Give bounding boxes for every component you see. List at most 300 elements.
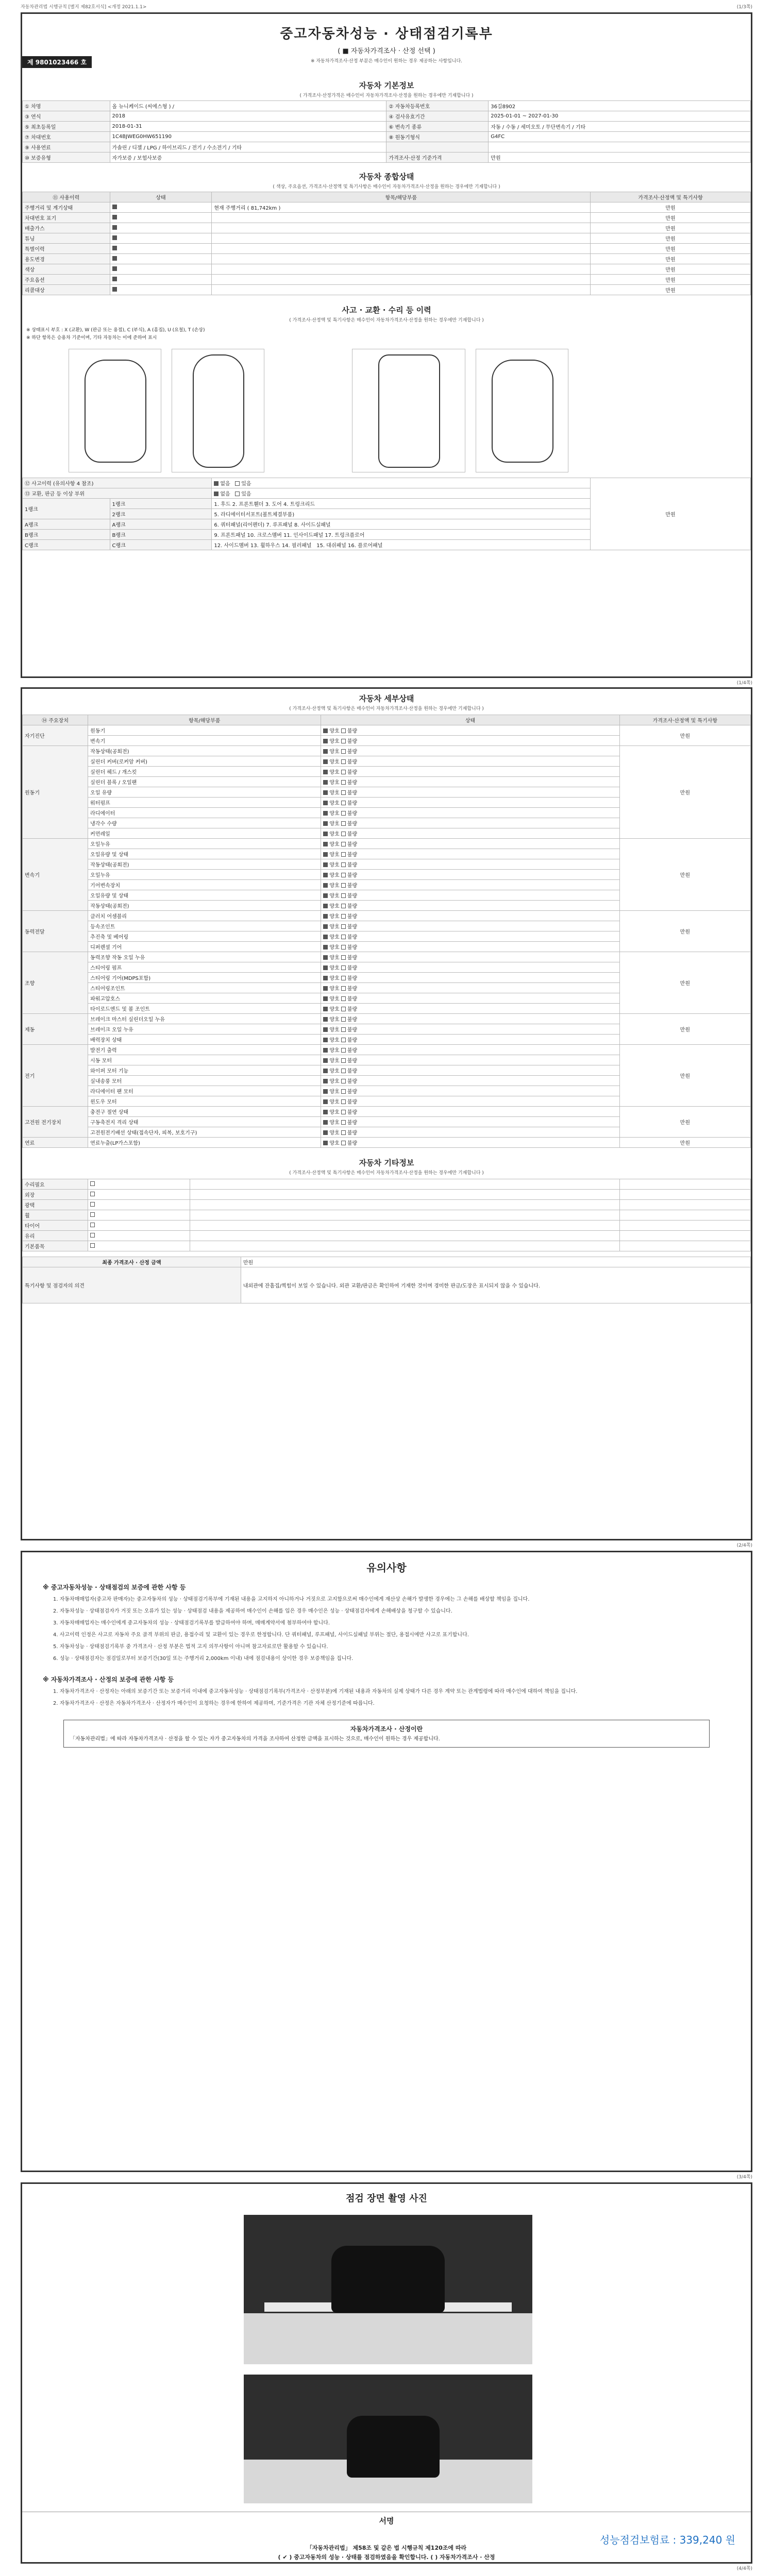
basic-cell: 자가보증 / 보험사보증	[110, 152, 386, 163]
detail-row	[23, 839, 751, 849]
status-bad-label: 불량	[347, 873, 358, 878]
status-ok-label: 양호	[329, 1089, 340, 1095]
status-ok-box[interactable]	[323, 842, 328, 846]
form-header-left: 자동차관리법 시행규칙 [별지 제82호서식] <개정 2021.1.1>	[21, 5, 147, 10]
other-detail	[190, 1210, 619, 1221]
other-unit	[619, 1210, 750, 1221]
summary-item	[212, 264, 591, 275]
status-bad-label: 불량	[347, 1079, 358, 1084]
status-box[interactable]	[112, 225, 117, 230]
summary-status[interactable]	[110, 213, 212, 223]
status-bad-box[interactable]	[341, 811, 346, 816]
status-ok-box[interactable]	[323, 996, 328, 1001]
repair-yes-label: 있음	[241, 492, 251, 497]
photos-title: 점검 장면 촬영 사진	[346, 2193, 427, 2204]
summary-h2: 상태	[110, 192, 212, 202]
status-bad-label: 불량	[347, 1048, 358, 1054]
detail-unit: 만원	[619, 725, 750, 746]
status-bad-box[interactable]	[341, 976, 346, 980]
other-box[interactable]	[90, 1212, 95, 1217]
status-bad-label: 불량	[347, 862, 358, 868]
status-ok-box[interactable]	[323, 1120, 328, 1125]
status-bad-box[interactable]	[341, 873, 346, 877]
basic-cell: ④ 검사유효기간	[386, 111, 489, 122]
status-bad-box[interactable]	[341, 945, 346, 950]
detail-row	[23, 1045, 751, 1055]
summary-row	[23, 244, 751, 254]
accident-none-label: 없음	[220, 481, 230, 487]
detail-status	[321, 767, 619, 777]
summary-status[interactable]	[110, 244, 212, 254]
detail-row	[23, 952, 751, 962]
other-detail	[190, 1179, 619, 1190]
detail-status	[321, 973, 619, 983]
rank-b-label: B랭크	[23, 530, 110, 540]
page-mark-1: (1/4쪽)	[736, 681, 752, 686]
notice-box	[63, 1720, 710, 1748]
status-ok-box[interactable]	[323, 883, 328, 888]
status-ok-box[interactable]	[323, 801, 328, 805]
total-table	[22, 1257, 751, 1303]
page-3	[21, 1551, 752, 2172]
status-bad-box[interactable]	[341, 924, 346, 929]
summary-table	[22, 192, 751, 295]
status-ok-box[interactable]	[323, 739, 328, 743]
status-ok-box[interactable]	[323, 945, 328, 950]
detail-status	[321, 911, 619, 921]
status-ok-label: 양호	[329, 1141, 340, 1146]
page-2	[21, 687, 752, 1540]
detail-item: 구동축전지 격리 상태	[88, 1117, 321, 1127]
summary-h3: 항목/해당부품	[212, 192, 591, 202]
doc-number: 제 9801023466 호	[22, 56, 92, 68]
status-bad-box[interactable]	[341, 852, 346, 857]
status-ok-label: 양호	[329, 883, 340, 889]
basic-cell: ⑥ 변속기 종류	[386, 122, 489, 132]
basic-cell: ② 자동차등록번호	[386, 101, 489, 111]
page-4	[21, 2182, 752, 2564]
status-ok-label: 양호	[329, 976, 340, 981]
summary-status[interactable]	[110, 202, 212, 213]
detail-item: 배력장치 상태	[88, 1035, 321, 1045]
detail-item: 실린더 커버(로커암 커버)	[88, 756, 321, 767]
detail-item: 실린더 헤드 / 개스킷	[88, 767, 321, 777]
status-ok-box[interactable]	[323, 986, 328, 991]
status-ok-box[interactable]	[323, 914, 328, 919]
sign-law: 「자동차관리법」 제58조 및 같은 법 시행규칙 제120조에 따라	[306, 2545, 467, 2551]
detail-row	[23, 1107, 751, 1117]
status-ok-box[interactable]	[323, 728, 328, 733]
car-diagram-top	[172, 349, 264, 472]
car-diagram-rear	[476, 349, 568, 472]
other-status	[88, 1241, 190, 1251]
other-unit	[619, 1190, 750, 1200]
detail-row	[23, 911, 751, 921]
notice-title: 유의사항	[366, 1562, 407, 1574]
notice-paragraph: 2. 자동차성능 · 상태점검자가 거짓 또는 오류가 있는 성능 · 상태점검 내용을 제공하여 매수인이 손해를 입은 경우 매수인은 성능 · 상태점검자에게 손해배상을 청구할 수 있습니다.	[53, 1608, 452, 1614]
page-1	[21, 12, 752, 678]
status-bad-box[interactable]	[341, 1007, 346, 1011]
status-bad-box[interactable]	[341, 1038, 346, 1042]
status-bad-box[interactable]	[341, 780, 346, 785]
notice-paragraph: 4. 사고이력 인정은 사고로 자동차 주요 골격 부위의 판금, 용접수리 및 교환이 있는 경우로 한정합니다. 단 쿼터패널, 루프패널, 사이드실패널 부위는 절단, 용접시에만 사고로 표기합니다.	[53, 1632, 469, 1638]
summary-status[interactable]	[110, 264, 212, 275]
notice-paragraph: 2. 자동차가격조사 · 산정은 자동차가격조사 · 산정자가 매수인이 요청하는 경우에 한하여 제공하며, 기준가격은 기관 자체 산정기준에 따릅니다.	[53, 1701, 375, 1706]
status-bad-box[interactable]	[341, 883, 346, 888]
status-ok-box[interactable]	[323, 1027, 328, 1032]
accident-unit: 만원	[591, 478, 751, 550]
status-bad-box[interactable]	[341, 1110, 346, 1114]
notice-list-2	[22, 1688, 751, 1707]
detail-status	[321, 1138, 619, 1148]
status-bad-box[interactable]	[341, 996, 346, 1001]
detail-row	[23, 1014, 751, 1024]
status-ok-box[interactable]	[323, 832, 328, 836]
detail-row	[23, 725, 751, 736]
detail-item: 오일 유량	[88, 787, 321, 798]
status-bad-label: 불량	[347, 1058, 358, 1064]
detail-item: 파워고압호스	[88, 993, 321, 1004]
status-ok-label: 양호	[329, 1027, 340, 1033]
status-bad-box[interactable]	[341, 914, 346, 919]
page-mark-4: (4/4쪽)	[736, 2566, 752, 2571]
basic-cell	[489, 142, 751, 152]
basic-cell: G4FC	[489, 132, 751, 142]
detail-status	[321, 921, 619, 931]
status-ok-box[interactable]	[323, 893, 328, 898]
detail-status	[321, 1004, 619, 1014]
status-bad-box[interactable]	[341, 790, 346, 795]
detail-item: 워터펌프	[88, 798, 321, 808]
other-box[interactable]	[90, 1243, 95, 1248]
status-ok-label: 양호	[329, 996, 340, 1002]
summary-unit: 만원	[591, 223, 751, 233]
other-row	[23, 1221, 751, 1231]
summary-row-label: 주행거리 및 계기상태	[23, 202, 110, 213]
status-bad-box[interactable]	[341, 986, 346, 991]
detail-item: 변속기	[88, 736, 321, 746]
detail-status	[321, 808, 619, 818]
status-ok-box[interactable]	[323, 780, 328, 785]
status-ok-box[interactable]	[323, 811, 328, 816]
summary-row	[23, 202, 751, 213]
repair-yes-box[interactable]	[235, 492, 240, 496]
status-ok-box[interactable]	[323, 749, 328, 754]
mileage-value: 81,742km	[250, 206, 277, 211]
status-ok-box[interactable]	[323, 1007, 328, 1011]
detail-status	[321, 1086, 619, 1096]
status-ok-label: 양호	[329, 739, 340, 744]
status-bad-label: 불량	[347, 1141, 358, 1146]
status-bad-box[interactable]	[341, 1069, 346, 1073]
status-ok-label: 양호	[329, 852, 340, 858]
other-box[interactable]	[90, 1233, 95, 1238]
status-bad-box[interactable]	[341, 1141, 346, 1145]
detail-status	[321, 756, 619, 767]
detail-item: 원동기	[88, 725, 321, 736]
car-top-outline	[193, 354, 244, 468]
status-ok-box[interactable]	[323, 935, 328, 939]
detail-status	[321, 787, 619, 798]
other-box[interactable]	[90, 1202, 95, 1207]
parts-1: 1. 후드 2. 프론트휀더 3. 도어 4. 트렁크리드	[212, 499, 591, 509]
status-bad-box[interactable]	[341, 1027, 346, 1032]
summary-status[interactable]	[110, 233, 212, 244]
summary-row	[23, 233, 751, 244]
status-bad-label: 불량	[347, 965, 358, 971]
other-box[interactable]	[90, 1223, 95, 1227]
status-ok-label: 양호	[329, 1007, 340, 1012]
status-bad-box[interactable]	[341, 821, 346, 826]
status-bad-label: 불량	[347, 904, 358, 909]
status-ok-box[interactable]	[323, 924, 328, 929]
detail-item: 시동 모터	[88, 1055, 321, 1065]
summary-status[interactable]	[110, 223, 212, 233]
status-bad-box[interactable]	[341, 1048, 346, 1053]
car-frame-outline	[378, 354, 440, 468]
detail-sub: ( 가격조사·산정액 및 특기사항은 매수인이 자동차가격조사·산정을 원하는 경우에만 기재합니다 )	[289, 706, 484, 711]
status-ok-box[interactable]	[323, 759, 328, 764]
status-ok-box[interactable]	[323, 955, 328, 960]
status-ok-box[interactable]	[323, 852, 328, 857]
status-bad-box[interactable]	[341, 739, 346, 743]
other-box[interactable]	[90, 1192, 95, 1196]
status-bad-label: 불량	[347, 832, 358, 837]
status-bad-label: 불량	[347, 728, 358, 734]
other-row	[23, 1210, 751, 1221]
detail-status	[321, 993, 619, 1004]
photo-car	[331, 2246, 445, 2313]
status-ok-box[interactable]	[323, 1048, 328, 1053]
summary-status[interactable]	[110, 275, 212, 285]
status-box[interactable]	[112, 277, 117, 281]
summary-status[interactable]	[110, 285, 212, 295]
status-bad-box[interactable]	[341, 1130, 346, 1135]
doc-header	[22, 14, 751, 76]
status-bad-box[interactable]	[341, 1099, 346, 1104]
status-bad-label: 불량	[347, 883, 358, 889]
status-ok-box[interactable]	[323, 965, 328, 970]
status-ok-box[interactable]	[323, 821, 328, 826]
status-ok-label: 양호	[329, 986, 340, 992]
accident-title: 사고 · 교환 · 수리 등 이력	[342, 306, 431, 315]
status-ok-label: 양호	[329, 832, 340, 837]
other-sub: ( 가격조사·산정액 및 특기사항은 매수인이 자동차가격조사·산정을 원하는 경우에만 기재합니다 )	[289, 1171, 484, 1176]
parts-3: 6. 쿼터패널(리어펜더) 7. 루프패널 8. 사이드실패널	[212, 519, 591, 530]
summary-sub: ( 색상, 주요옵션, 가격조사·산정액 및 특기사항은 매수인이 자동차가격조사·산정을 원하는 경우에만 기재합니다 )	[273, 184, 500, 190]
detail-group: 제동	[23, 1014, 88, 1045]
detail-item: 라디에이터	[88, 808, 321, 818]
detail-group: 조향	[23, 952, 88, 1014]
status-bad-box[interactable]	[341, 904, 346, 908]
accident-none-box[interactable]	[214, 481, 219, 486]
detail-item: 연료누출(LP가스포함)	[88, 1138, 321, 1148]
status-ok-box[interactable]	[323, 904, 328, 908]
status-ok-box[interactable]	[323, 1110, 328, 1114]
status-bad-label: 불량	[347, 1089, 358, 1095]
status-bad-box[interactable]	[341, 728, 346, 733]
summary-unit: 만원	[591, 244, 751, 254]
other-unit	[619, 1221, 750, 1231]
status-box[interactable]	[112, 266, 117, 271]
summary-item	[212, 244, 591, 254]
status-box[interactable]	[112, 235, 117, 240]
summary-row-label: 차대번호 표기	[23, 213, 110, 223]
basic-cell: 1C4BJWEG0HW651190	[110, 132, 386, 142]
detail-group: 전기	[23, 1045, 88, 1107]
summary-row	[23, 264, 751, 275]
status-ok-label: 양호	[329, 1048, 340, 1054]
status-bad-label: 불량	[347, 986, 358, 992]
status-bad-label: 불량	[347, 1099, 358, 1105]
status-bad-box[interactable]	[341, 749, 346, 754]
summary-row-label: 용도변경	[23, 254, 110, 264]
status-bad-box[interactable]	[341, 935, 346, 939]
status-bad-box[interactable]	[341, 801, 346, 805]
summary-unit: 만원	[591, 264, 751, 275]
summary-row	[23, 275, 751, 285]
notice-h1: ※ 중고자동차성능 · 상태점검의 보증에 관한 사항 등	[43, 1584, 186, 1591]
status-bad-box[interactable]	[341, 1079, 346, 1083]
accident-legend-2: ※ 하단 항목은 승용차 기준이며, 기타 자동차는 이에 준하여 표시	[26, 335, 157, 341]
summary-unit: 만원	[591, 275, 751, 285]
summary-item: 현재 주행거리 ( 81,742km )	[212, 202, 591, 213]
detail-status	[321, 725, 619, 736]
detail-item: 충전구 절연 상태	[88, 1107, 321, 1117]
accident-check	[212, 478, 591, 488]
status-bad-box[interactable]	[341, 893, 346, 898]
basic-cell: ③ 연식	[23, 111, 110, 122]
status-bad-box[interactable]	[341, 955, 346, 960]
detail-item: 발전기 출력	[88, 1045, 321, 1055]
status-box[interactable]	[112, 246, 117, 250]
status-ok-label: 양호	[329, 1120, 340, 1126]
detail-item: 작동상태(공회전)	[88, 859, 321, 870]
status-ok-box[interactable]	[323, 1038, 328, 1042]
detail-status	[321, 1045, 619, 1055]
detail-item: 실린더 블록 / 오일팬	[88, 777, 321, 787]
other-box[interactable]	[90, 1181, 95, 1186]
other-detail	[190, 1241, 619, 1251]
detail-status	[321, 1065, 619, 1076]
basic-cell: 자동 / 수동 / 세미오토 / 무단변속기 / 기타	[489, 122, 751, 132]
basic-cell: 2018	[110, 111, 386, 122]
status-box[interactable]	[112, 256, 117, 261]
status-bad-box[interactable]	[341, 1017, 346, 1022]
accident-yes-box[interactable]	[235, 481, 240, 486]
fee-value: 339,240 원	[679, 2534, 735, 2546]
other-unit	[619, 1200, 750, 1210]
status-bad-label: 불량	[347, 1017, 358, 1023]
status-ok-box[interactable]	[323, 873, 328, 877]
status-ok-box[interactable]	[323, 1089, 328, 1094]
status-ok-box[interactable]	[323, 976, 328, 980]
rank-1b-sub: 2랭크	[110, 509, 212, 519]
status-bad-label: 불량	[347, 739, 358, 744]
repair-none-box[interactable]	[214, 492, 219, 496]
status-bad-box[interactable]	[341, 770, 346, 774]
basic-row	[23, 152, 751, 163]
sign-block	[22, 2512, 751, 2563]
status-ok-box[interactable]	[323, 1141, 328, 1145]
detail-status	[321, 839, 619, 849]
basic-row	[23, 111, 751, 122]
status-ok-label: 양호	[329, 790, 340, 796]
detail-item: 작동상태(공회전)	[88, 901, 321, 911]
other-detail	[190, 1190, 619, 1200]
rank-1-label: 1랭크	[23, 499, 110, 519]
rank-a-sub: A랭크	[110, 519, 212, 530]
summary-item	[212, 275, 591, 285]
detail-item: 기어변속장치	[88, 880, 321, 890]
detail-status	[321, 962, 619, 973]
notice-list-1	[22, 1596, 751, 1663]
notice-paragraph: 1. 자동차가격조사 · 산정자는 아래의 보증기간 또는 보증거리 이내에 중고자동차성능 · 상태점검기록부(가격조사 · 산정부분)에 기재된 내용과 자동차의 실제 상태가 다른 경우 계약 또는 관계법령에 따라 매수인에 대하여 책임을 집니다.	[53, 1689, 578, 1694]
status-ok-box[interactable]	[323, 1058, 328, 1063]
notice-box-title: 자동차가격조사 · 산정이란	[350, 1725, 423, 1733]
status-bad-box[interactable]	[341, 1058, 346, 1063]
status-ok-box[interactable]	[323, 1079, 328, 1083]
status-ok-box[interactable]	[323, 862, 328, 867]
status-ok-box[interactable]	[323, 770, 328, 774]
status-bad-box[interactable]	[341, 1120, 346, 1125]
detail-group: 연료	[23, 1138, 88, 1148]
doc-title: 중고자동차성능 · 상태점검기록부	[280, 26, 493, 42]
summary-row-label: 튜닝	[23, 233, 110, 244]
status-ok-box[interactable]	[323, 1017, 328, 1022]
summary-row	[23, 254, 751, 264]
status-ok-box[interactable]	[323, 1130, 328, 1135]
status-box[interactable]	[112, 287, 117, 292]
total-label: 최종 가격조사 · 산정 금액	[23, 1257, 241, 1267]
status-ok-box[interactable]	[323, 1069, 328, 1073]
doc-subtitle: ( ■ 자동차가격조사 · 산정 선택 )	[338, 47, 435, 55]
other-label: 수리필요	[23, 1179, 88, 1190]
detail-unit: 만원	[619, 1107, 750, 1138]
summary-status[interactable]	[110, 254, 212, 264]
detail-status	[321, 890, 619, 901]
status-bad-box[interactable]	[341, 842, 346, 846]
detail-item: 추진축 및 베어링	[88, 931, 321, 942]
status-bad-label: 불량	[347, 1027, 358, 1033]
status-box[interactable]	[112, 215, 117, 219]
status-ok-label: 양호	[329, 873, 340, 878]
page-mark-2: (2/4쪽)	[736, 1543, 752, 1548]
summary-h4: 가격조사·산정액 및 특기사항	[591, 192, 751, 202]
rank-1-sub: 1랭크	[110, 499, 212, 509]
status-bad-box[interactable]	[341, 1089, 346, 1094]
detail-status	[321, 880, 619, 890]
status-ok-box[interactable]	[323, 790, 328, 795]
summary-row	[23, 223, 751, 233]
status-bad-box[interactable]	[341, 862, 346, 867]
status-bad-box[interactable]	[341, 965, 346, 970]
notice-h2: ※ 자동차가격조사 · 산정의 보증에 관한 사항 등	[43, 1676, 174, 1683]
sign-law-2: ( ✔ ) 중고자동차의 성능 · 상태를 점검하였음을 확인합니다. ( ) 자동차가격조사 · 산정	[278, 2554, 495, 2561]
notice-paragraph: 1. 자동차매매업자(중고차 판매자)는 중고자동차의 성능 · 상태점검기록부에 기재된 내용을 고지하지 아니하거나 거짓으로 고지함으로써 매수인에게 재산상 손해가 발생한 경우에는 그 손해를 배상할 책임을 집니다.	[53, 1597, 530, 1602]
status-bad-box[interactable]	[341, 832, 346, 836]
status-box[interactable]	[112, 205, 117, 209]
form-header	[21, 3, 752, 10]
detail-group: 고전원 전기장치	[23, 1107, 88, 1138]
status-ok-label: 양호	[329, 914, 340, 920]
status-bad-box[interactable]	[341, 759, 346, 764]
status-ok-label: 양호	[329, 780, 340, 786]
status-ok-label: 양호	[329, 749, 340, 755]
detail-status	[321, 870, 619, 880]
status-ok-box[interactable]	[323, 1099, 328, 1104]
detail-status	[321, 798, 619, 808]
